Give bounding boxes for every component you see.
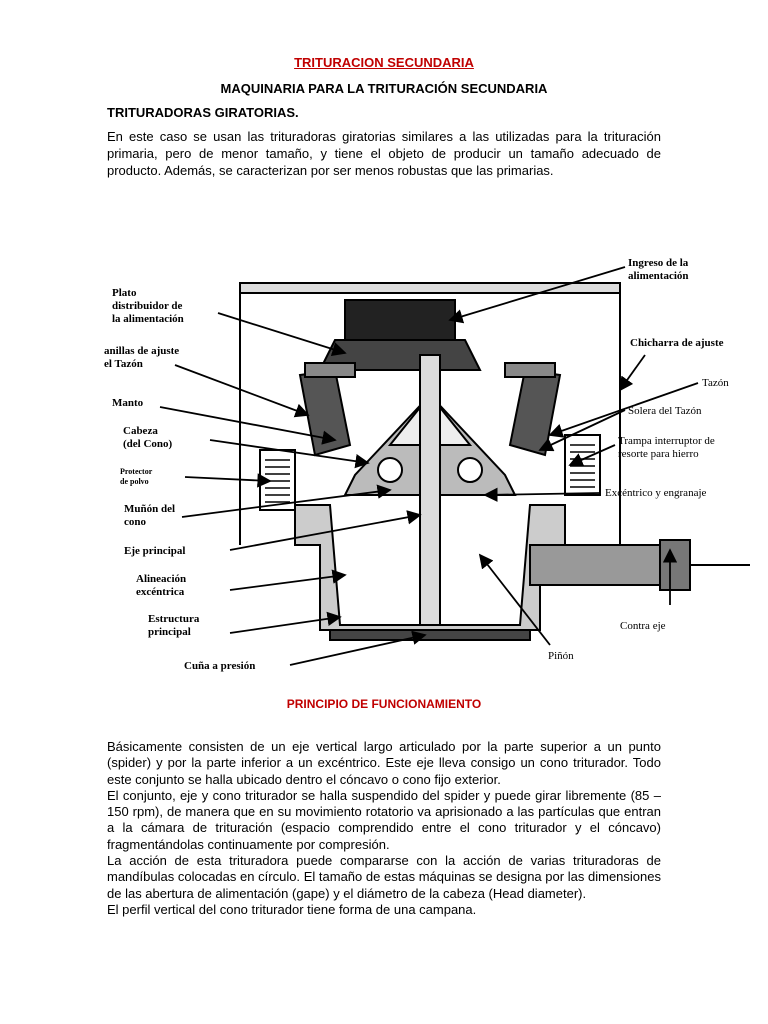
label-chicharra-ajuste: Chicharra de ajuste bbox=[630, 337, 724, 349]
label-eje-principal: Eje principal bbox=[124, 545, 186, 557]
principle-body bbox=[107, 739, 661, 918]
gyratory-crusher-diagram bbox=[100, 245, 760, 685]
label-alineacion-excentrica: Alineación excéntrica bbox=[136, 573, 187, 598]
label-munon-cono: Muñón del cono bbox=[124, 503, 176, 528]
label-contra-eje: Contra eje bbox=[620, 620, 666, 632]
label-tazon: Tazón bbox=[702, 377, 729, 389]
paragraph-3: La acción de esta trituradora puede compararse con la acción de varias trituradoras de mandíbulas colocadas en círculo. El tamaño de estas máquinas se designa por las dimensiones de las abertura de alimentación (gape) y el diámetro de la cabeza (Head diameter). bbox=[107, 853, 661, 901]
label-excentrico-engranaje: Excéntrico y engranaje bbox=[605, 487, 707, 499]
label-plato-distribuidor: Plato distribuidor de la alimentación bbox=[112, 287, 184, 325]
label-ingreso-alimentacion: Ingreso de la alimentación bbox=[628, 257, 689, 282]
section-heading: TRITURADORAS GIRATORIAS. bbox=[107, 105, 299, 120]
intro-paragraph: En este caso se usan las trituradoras giratorias similares a las utilizadas para la trituración primaria, pero de menor tamaño, y tiene el objeto de producir un tamaño adecuado de producto. Además, se caracterizan por ser menos robustas que las primarias. bbox=[107, 129, 661, 178]
principle-heading: PRINCIPIO DE FUNCIONAMIENTO bbox=[286, 697, 482, 711]
paragraph-1: Básicamente consisten de un eje vertical largo articulado por la parte superior a un punto (spider) y por la parte inferior a un excéntrico. Este eje lleva consigo un cono triturador. Todo este conjunto se halla ubicado dentro el cóncavo o cono fijo exterior. bbox=[107, 739, 661, 787]
label-manto: Manto bbox=[112, 397, 144, 409]
label-protector-polvo: Protector de polvo bbox=[120, 467, 153, 486]
label-estructura-principal: Estructura principal bbox=[148, 613, 200, 638]
paragraph-2: El conjunto, eje y cono triturador se halla suspendido del spider y puede girar libremente (85 – 150 rpm), de manera que en su movimiento rotatorio va aprisionado a las partículas que entran a la cámara de trituración (espacio comprendido entre el cono triturador y el cóncavo) fragmentándolas continuamente por compresión. bbox=[107, 787, 661, 852]
label-solera-tazon: Solera del Tazón bbox=[628, 405, 702, 417]
label-anillas-ajuste: anillas de ajuste el Tazón bbox=[104, 345, 180, 370]
document-title: TRITURACION SECUNDARIA bbox=[294, 55, 474, 70]
label-trampa-interruptor: Trampa interruptor de resorte para hierro bbox=[618, 435, 715, 460]
label-cuna-presion: Cuña a presión bbox=[184, 660, 256, 672]
label-pinon: Piñón bbox=[548, 650, 574, 662]
label-cabeza-cono: Cabeza (del Cono) bbox=[123, 425, 173, 450]
paragraph-4: El perfil vertical del cono triturador tiene forma de una campana. bbox=[107, 901, 477, 917]
document-subtitle: MAQUINARIA PARA LA TRITURACIÓN SECUNDARIA bbox=[220, 81, 548, 96]
